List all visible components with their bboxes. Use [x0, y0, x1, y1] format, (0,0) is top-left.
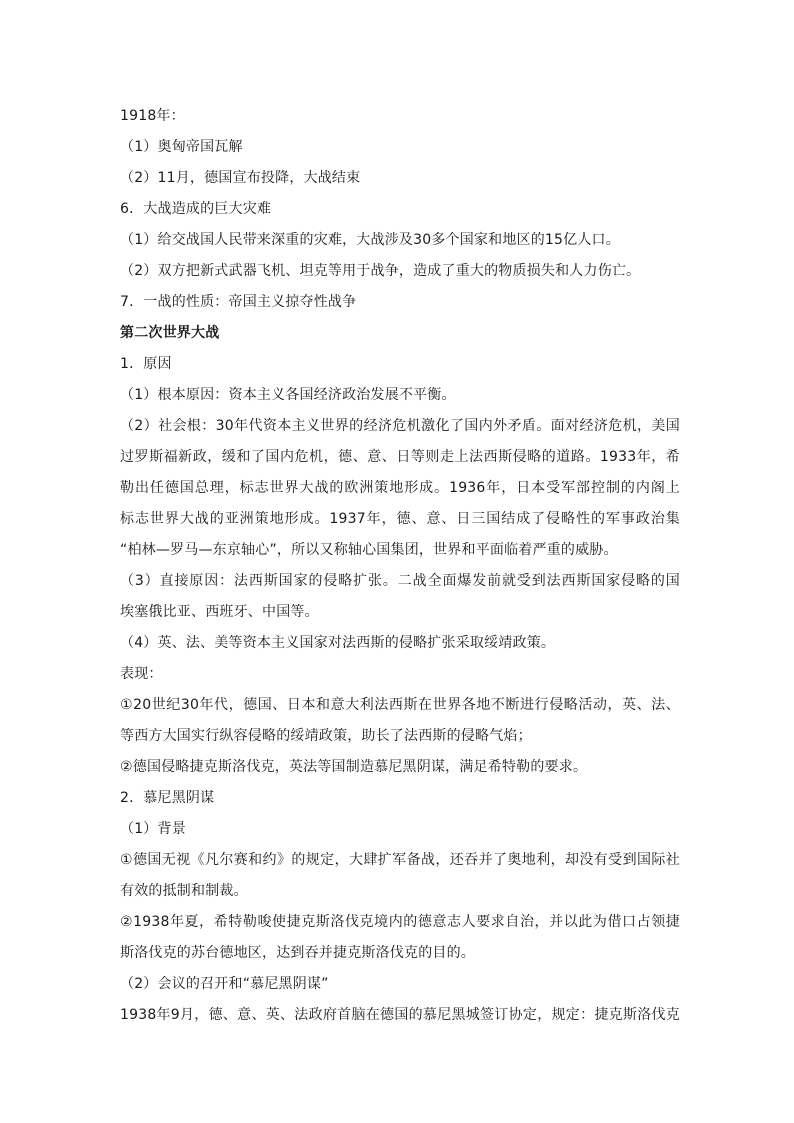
text-line: 1938年9月，德、意、英、法政府首脑在德国的慕尼黑城签订协定，规定：捷克斯洛伐克	[120, 1007, 680, 1023]
text-line: 1．原因	[120, 356, 172, 372]
text-line: 6．大战造成的巨大灾难	[120, 201, 272, 217]
text-line: （1）给交战国人民带来深重的灾难，大战涉及30多个国家和地区的15亿人口。	[120, 232, 620, 248]
text-line: 斯洛伐克的苏台德地区，达到吞并捷克斯洛伐克的目的。	[120, 945, 475, 961]
text-line: ②德国侵略捷克斯洛伐克，英法等国制造慕尼黑阴谋，满足希特勒的要求。	[120, 759, 588, 775]
text-line: 勒出任德国总理，标志世界大战的欧洲策地形成。1936年，日本受军部控制的内阁上	[120, 480, 680, 496]
text-line: 2．慕尼黑阴谋	[120, 790, 215, 806]
text-line: （2）社会根：30年代资本主义世界的经济危机激化了国内外矛盾。面对经济危机，美国	[120, 418, 680, 434]
text-line: 有效的抵制和制裁。	[120, 883, 248, 899]
text-line: （4）英、法、美等资本主义国家对法西斯的侵略扩张采取绥靖政策。	[120, 635, 556, 651]
text-line: （2）双方把新式武器飞机、坦克等用于战争，造成了重大的物质损失和人力伤亡。	[120, 263, 641, 279]
text-line: 表现：	[120, 666, 163, 682]
text-line: （2）11月，德国宣布投降，大战结束	[120, 170, 361, 186]
text-line: （2）会议的召开和“慕尼黑阴谋”	[120, 976, 329, 992]
text-line: （1）背景	[120, 821, 186, 837]
text-line: ①20世纪30年代，德国、日本和意大利法西斯在世界各地不断进行侵略活动，英、法、	[120, 697, 680, 713]
text-line: ①德国无视《凡尔赛和约》的规定，大肆扩军备战，还吞并了奥地利，却没有受到国际社	[120, 852, 680, 868]
text-line: （3）直接原因：法西斯国家的侵略扩张。二战全面爆发前就受到法西斯国家侵略的国	[120, 573, 680, 589]
text-line: （1）根本原因：资本主义各国经济政治发展不平衡。	[120, 387, 456, 403]
text-line: 7．一战的性质：帝国主义掠夺性战争	[120, 294, 357, 310]
text-line: 过罗斯福新政，缓和了国内危机，德、意、日等则走上法西斯侵略的道路。1933年，希	[120, 449, 680, 465]
text-line: 标志世界大战的亚洲策地形成。1937年，德、意、日三国结成了侵略性的军事政治集	[120, 511, 680, 527]
text-line: 1918年：	[120, 108, 185, 124]
text-line: “柏林—罗马—东京轴心”，所以又称轴心国集团，世界和平面临着严重的威胁。	[120, 542, 618, 558]
text-line: ②1938年夏，希特勒唆使捷克斯洛伐克境内的德意志人要求自治，并以此为借口占领捷	[120, 914, 680, 930]
text-line: 埃塞俄比亚、西班牙、中国等。	[120, 604, 319, 620]
text-line: 等西方大国实行纵容侵略的绥靖政策，助长了法西斯的侵略气焰；	[120, 728, 532, 744]
text-line: （1）奥匈帝国瓦解	[120, 139, 243, 155]
document-page	[120, 101, 680, 1031]
section-heading: 第二次世界大战	[120, 325, 220, 341]
